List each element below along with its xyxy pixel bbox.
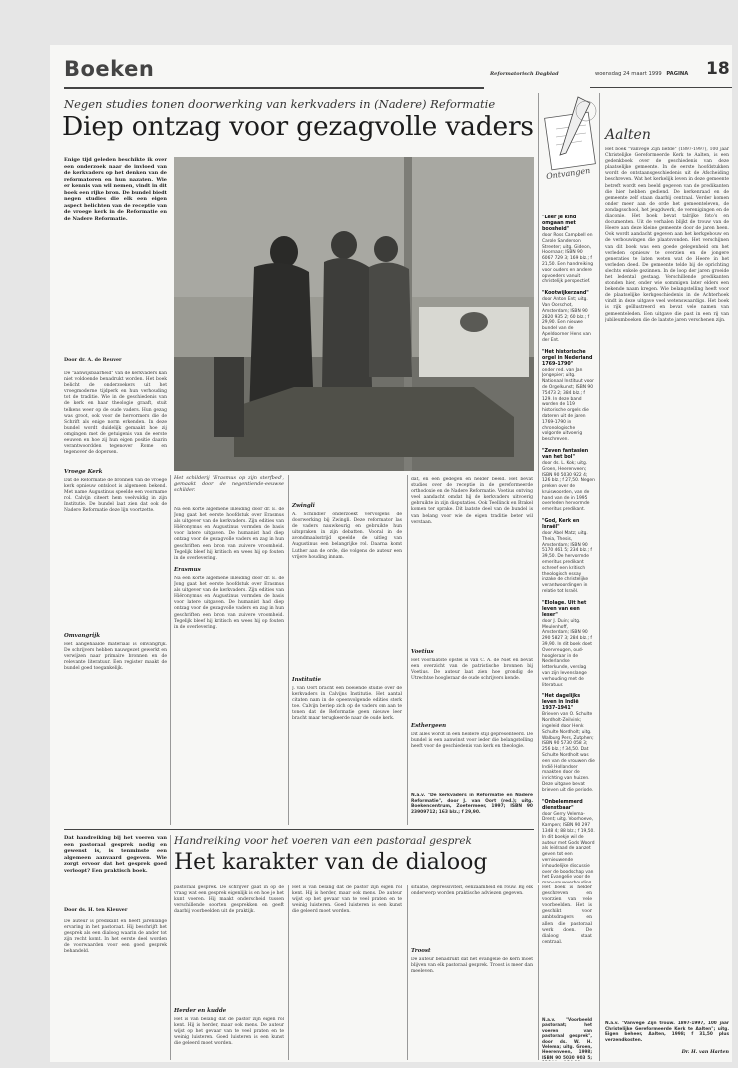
article1-sub-voetius: Voetius [411, 649, 434, 655]
article2-body-col1: De auteur is predikant en heeft jarenlange ervaring in het pastoraat. Hij beschrijft het gesprek als een dialoog waarin de ander tot zijn recht komt. In het eerste deel worden de voorwaarden voor een goed gesprek behandeld. [64, 919, 167, 955]
divider [407, 885, 408, 1060]
ontvangen-item-title: "Zeven fantasien van het bol" [542, 448, 589, 460]
divider [288, 475, 289, 825]
ontvangen-item-title: "Het dagelijks leven in Indië 1937-1941" [542, 694, 581, 712]
ontvangen-item [542, 215, 595, 285]
ontvangen-item-title: "Onbelemmerd dienstbaar" [542, 799, 583, 811]
ontvangen-item-text: door Gerry Velema-Drent; uitg. Voorhoeve, Kampen; ISBN 90 297 1348 4; 88 blz.; f 19,50. In dit boekje wil de auteur met Gods Woord als leidraad de aanzet geven tot een vernieuwende inhoudelijke discussie over de boodschap van het Evangelie voor de [542, 811, 595, 881]
divider [538, 885, 539, 1060]
header-date-text: woensdag 24 maart 1999 [595, 71, 662, 77]
article1-body-col3: A. Schindler onderzoekt vervolgens de doorwerking bij Zwingli. Deze reformator las de vaders nauwkeurig en gebruikte hun uitspraken in zijn debatten. Vooral in de avondmaalsstrijd speelde de uitleg van Augustinus een belangrijke rol. Daarna komt Luther aan de orde, die volgens de auteur een vrijere houding innam. [292, 512, 402, 560]
article1-lead: Enige tijd geleden beschikte ik over een onderzoek naar de invloed van de kerkvaders op het denken van de reformatoren en hun nazaten. Wie er kennis van wil nemen, vindt in dit boek een rijke bron. De bundel biedt negen studies die elk een eigen aspect belichten van de receptie van de vroege kerk in de Reformatie en de Nadere Reformatie. [64, 157, 167, 222]
article1-kicker: Negen studies tonen doorwerking van kerkvaders in (Nadere) Reformatie [64, 97, 496, 111]
ontvangen-label: Ontvangen [545, 165, 591, 182]
ontvangen-item-text: door J. Duin; uitg. Meulenhoff, Amsterdam; ISBN 90 290 5827 3; 284 blz.; f 39,90. In dit boek doet Overvreugen, oud-hoogleraar in de Nederlandse letterkunde, verslag van zijn levenslange verhouding met de literatuur. [542, 618, 592, 688]
ontvangen-item-text: door Anton Ent; uitg. Van Oorschot, Amsterdam; ISBN 90 2820 935 2; 60 blz.; f 29,90. Een nieuwe bundel van de Apeldoorner Hens van der Ent. [542, 297, 591, 343]
article1-body-col1b: Dat de Reformatie de bronnen van de vroege kerk opnieuw ontsloot is algemeen bekend. Met name Augustinus speelde een voorname rol. Calvijn citeert hem veelvuldig in zijn Institutie. De bundel laat zien dat ook de Nadere Reformatie deze lijn voortzette. [64, 478, 167, 514]
ontvangen-logo [542, 93, 602, 211]
header-rule-right [590, 87, 732, 88]
aalten-booknote: N.a.v. "Vanvege Zijn trouw. 1897-1997, 100 jaar Christelijke Gereformeerde Kerk te Aalten"; uitg. Eigen beheer, Aalten, 1998; f 31,50 plus verzendkosten. [605, 1021, 729, 1043]
ontvangen-item [542, 513, 595, 595]
ontvangen-item [542, 443, 595, 513]
article1-body-col4c: Dit alles wordt in een heldere stijl gepresenteerd. De bundel is een aanwinst voor ieder die belangstelling heeft voor de geschiedenis van kerk en theologie. [411, 732, 533, 750]
article-separator [64, 829, 534, 830]
divider [599, 93, 600, 1061]
aalten-body: Het boek "Vanvege Zijn liefde" (1897-1997), 100 jaar Christelijke Gereformeerde Kerk te Aalten, is een gedenkboek over de geschiedenis van deze plaatselijke gemeente. In de eerste hoofdstukken wordt de ontstaansgeschiedenis uit de Afscheiding beschreven. Wat het kerkelijk leven in deze gemeente betreft wordt een beeld gegeven van de predikanten die hier hebben gediend. De kerkenraad en de gemeente zelf staan daarbij centraal. Verder komen onder meer aan de orde het gemeenteleven, de zondagsschool, het jeugdwerk, de verenigingen en de diaconie. Het boek bevat talrijke foto's en documenten. Uit de verhalen blijkt de trouw van de Heere aan deze kleine gemeente door de jaren heen. Ook wordt aandacht gegeven aan het kerkgebouw en de verbouwingen die plaatsvonden. Het verschijnen van dit boek was een goede gelegenheid om het verleden opnieuw te overzien en de jongere generaties te laten weten wat de Heere in het verleden deed. De gemeente telde bij de oprichting slechts enkele gezinnen. In de loop der jaren groeide het ledental gestaag. Verschillende predikanten stonden hier, onder wie sommigen later elders een bekende naam kregen. Wie belangstelling heeft voor de plaatselijke kerkgeschiedenis in de Achterhoek vindt in deze uitgave veel wetenswaardigs. Het boek is rijk geïllustreerd en bevat vele namen van gemeenteleden. Een uitgave die past in een rij van jubileumboeken die de laatste jaren verschenen zijn. [605, 147, 729, 323]
ontvangen-item [542, 794, 595, 883]
ontvangen-item-title: "Elolage. Uit het leven van een leser" [542, 600, 587, 618]
article2-body-col3: Het is van belang dat de pastor zijn eigen rol kent. Hij is herder, maar ook mens. De auteur wijst op het gevaar van te veel praten en te weinig luisteren. Goed luisteren is een kunst die geleerd moet worden. [174, 1017, 284, 1047]
header-date [595, 71, 688, 77]
article2-booknote: N.a.v. "Voorbeeld pastoraat; het voeren van pastoraal gesprek", door ds. W. H. Velema; uitg. Groen, Heerenveen, 1998; ISBN 90 5030 903 5; [542, 1017, 592, 1060]
ontvangen-item [542, 285, 595, 343]
ontvangen-item [542, 344, 595, 443]
divider [170, 475, 171, 825]
divider [538, 93, 539, 883]
article1-body-col2a: Na een korte algemene inleiding door dr. E. de Jong gaat het eerste hoofdstuk over Erasmus als uitgever van de kerkvaders. Zijn edities van Hiëronymus en Augustinus vormden de basis voor latere uitgaven. De humanist had diep ontzag voor de gezagvolle vaders en zag in hun geschriften een bron van zuivere vroomheid. Tegelijk bleef hij kritisch en wees hij op fouten in de overlevering. [174, 507, 284, 561]
article1-body-col2: Na een korte algemene inleiding door dr. E. de Jong gaat het eerste hoofdstuk over Erasmus als uitgever van de kerkvaders. Zijn edities van Hiëronymus en Augustinus vormden de basis voor latere uitgaven. De humanist had diep ontzag voor de gezagvolle vaders en zag in hun geschriften een bron van zuivere vroomheid. Tegelijk bleef hij kritisch en wees hij op fouten in de overlevering. [174, 576, 284, 630]
ontvangen-item-title: "Kootwijkerzand" [542, 291, 589, 297]
article1-sub-vroege-kerk: Vroege Kerk [64, 469, 103, 475]
article1-body-col3b: J. van Oort bracht een boeiende studie over de kerkvaders in Calvijns Institutie. Het aantal citaten nam in de opeenvolgende edities sterk toe. Calvijn beriep zich op de vaders om aan te tonen dat de Reformatie geen nieuwe leer bracht maar terugkeerde naar de oude kerk. [292, 686, 402, 722]
article2-kicker: Handreiking voor het voeren van een pastoraal gesprek [174, 835, 472, 847]
article2-body-col4: situatie, depressiviteit, eenzaamheid en rouw. Bij elk onderwerp worden praktische adviezen gegeven. [411, 885, 533, 897]
article1-body-col1c: Het aangehaalde materiaal is omvangrijk. De schrijvers hebben nauwgezet gewerkt en verwijzen naar primaire bronnen en de relevante literatuur. Een register maakt de bundel goed toegankelijk. [64, 642, 167, 672]
aalten-title: Aalten [605, 127, 651, 143]
article2-sub-herder: Herder en kudde [174, 1008, 227, 1014]
article1-sub-institutie: Institutie [292, 677, 321, 683]
erasmus-painting [174, 157, 534, 471]
aalten-byline: Dr. H. van Harten [681, 1049, 729, 1055]
ontvangen-item-text: onder red. van Jan Jongepier; uitg. Nationaal Instituut voor de Orgelkunst; ISBN 90 75473 2; 384 blz.; f 129. In deze band worden de 119 historische orgels die dateren uit de jaren 1769-1790 in chronologische volgorde uitvoerig beschreven. [542, 367, 594, 443]
article1-body-col1: De "aanwijsbaarheid" van de kerkvaders kan niet voldoende benadrukt worden. Het boek belicht de onderzoekers uit het vroegmoderne tijdperk en hun verhouding tot de traditie. Wie in de geschiedenis van de kerk en haar theologie graaft, stuit telkens weer op de oude vaders. Hun gezag was groot, ook voor de hervormers die de Schrift als enige norm erkenden. In deze bundel wordt duidelijk gemaakt hoe zij omgingen met de getuigenis van de eerste eeuwen en hoe zij hun eigen positie daarin verantwoordden tegenover Rome en tegenover de dopersen. [64, 371, 167, 456]
paper-name: Reformatorisch Dagblad [490, 71, 559, 77]
article2-lead: Dat handreiking bij het voeren van een pastoraal gesprek nodig en gewenst is, is tenminste een algemeen aanvaard gegeven. Wie zorgt ervoor dat het gesprek goed verloopt? Een praktisch boek. [64, 835, 167, 874]
ontvangen-item-text: door Abel Matz; uitg. Theia, Thesis, Amsterdam; ISBN 90 5170 461 5; 234 blz.; f 39,50. De hervormde emeritus predikant schreef een kritisch theologisch essay inzake de christelijke verantwoordingen in relatie tot Israël. [542, 531, 592, 595]
article2-body-col2: pastoraal gesprek. De schrijver gaat in op de vraag wat een gesprek eigenlijk is en hoe je het kunt voeren. Hij maakt onderscheid tussen verschillende soorten gesprekken en geeft daarbij voorbeelden uit de praktijk. [174, 885, 284, 915]
divider [288, 885, 289, 1060]
article1-sub-zwingli: Zwingli [292, 503, 315, 509]
article2-body-col3b: Het is van belang dat de pastor zijn eigen rol kent. Hij is herder, maar ook mens. De auteur wijst op het gevaar van te veel praten en te weinig luisteren. Goed luisteren is een kunst die geleerd moet worden. [292, 885, 402, 915]
newspaper-page [50, 45, 732, 1062]
photo-caption: Het schilderij 'Erasmus op zijn sterfbed', gemaakt door de negentiende-eeuwse schilder. [174, 475, 284, 493]
ontvangen-item-text: door Ross Campbell en Carole Sanderson Streeter; uitg. Gideon, Hoornaar; ISBN 90 6067 729 3; 169 blz.; f 21,50. Een handreiking voor ouders en andere opvoeders vanuit christelijk perspectief. [542, 233, 594, 285]
page-number: 18 [706, 59, 730, 79]
article2-byline: Door ds. H. ten Kleuver [64, 907, 128, 913]
article2-body-col5: Het boek is helder geschreven en voorzien van vele voorbeelden. Het is geschikt voor ambtsdragers en allen die pastoraal werk doen. De dialoog staat centraal. [542, 885, 592, 945]
header-rule [64, 87, 484, 89]
ontvangen-item-title: "Het historische orgel in Nederland 1769-1790" [542, 349, 593, 367]
divider [407, 475, 408, 825]
article1-booknote: N.a.v. "De kerkvaders in Reformatie en Nadere Reformatie", door J. van Oort (red.); uitg. Boekencentrum, Zoetermeer, 1997; ISBN 90 23909712; 163 blz.; f 29,90. [411, 793, 533, 815]
article1-sub-omvangrijk: Omvangrijk [64, 633, 101, 639]
article2-sub-troost: Troost [411, 948, 431, 954]
ontvangen-item-title: "God, Kerk en Israël" [542, 519, 580, 531]
article2-headline: Het karakter van de dialoog [174, 850, 488, 875]
article1-sub-esthergeen: Esthergeen [411, 723, 447, 729]
ontvangen-item-title: "Leer je kind omgaan met boosheid" [542, 215, 577, 232]
article1-sub-erasmus: Erasmus [174, 567, 201, 573]
section-title: Boeken [64, 57, 155, 81]
ontvangen-item [542, 595, 595, 689]
article1-body-col4b: Het voorlaatste opstel is van C. A. de Niet en bevat een overzicht van de patristische bronnen bij Voetius. De auteur laat zien hoe grondig de Utrechtse hoogleraar de oude schrijvers kende. [411, 658, 533, 682]
article2-body-col4b: De auteur benadrukt dat het evangelie de kern moet blijven van elk pastoraal gesprek. Troost is meer dan meeleven. [411, 957, 533, 975]
header-page-label: PAGINA [666, 71, 689, 77]
article1-headline: Diep ontzag voor gezagvolle vaders [62, 111, 534, 142]
article1-byline: Door dr. A. de Reuver [64, 357, 122, 363]
ontvangen-item-text: Brieven van O. Schulte Nordholt-Zeilvink; ingeleid door Henk Schulte Nordholt; uitg. Walburg Pers, Zutphen; ISBN 90 5730 058 3; 256 blz.; f 34,50. Dat Schulte Nordholt was een van de vrouwen die Indië Hollandser maakten door de inrichting van huizen. Deze uitgave bevat brieven uit die periode. [542, 712, 595, 793]
ontvangen-item-text: door ds. L. Kok; uitg. Groen, Heerenveen; ISBN 90 5030 922 4; 126 blz.; f 27,50. Negen preken over de kruiswoorden, van de hand van de in 1995 overleden hervormde emeritus predikant. [542, 460, 595, 513]
ontvangen-list [542, 215, 595, 883]
pen-note-icon [542, 93, 602, 211]
article1-body-col4: dat, en een gedegen en helder beeld. Het bevat studies over de receptie in de gereformeerde orthodoxie en de Nadere Reformatie. Voetius ontving veel aandacht omdat hij de kerkvaders uitvoerig gebruikte in zijn disputaties. Ook Teellinck en Brakel komen ter sprake. Dit laatste deel van de bundel is van belang voor wie de eigen traditie beter wil verstaan. [411, 477, 533, 525]
ontvangen-item [542, 688, 595, 793]
divider [170, 835, 171, 1060]
painting-svg [174, 157, 534, 471]
